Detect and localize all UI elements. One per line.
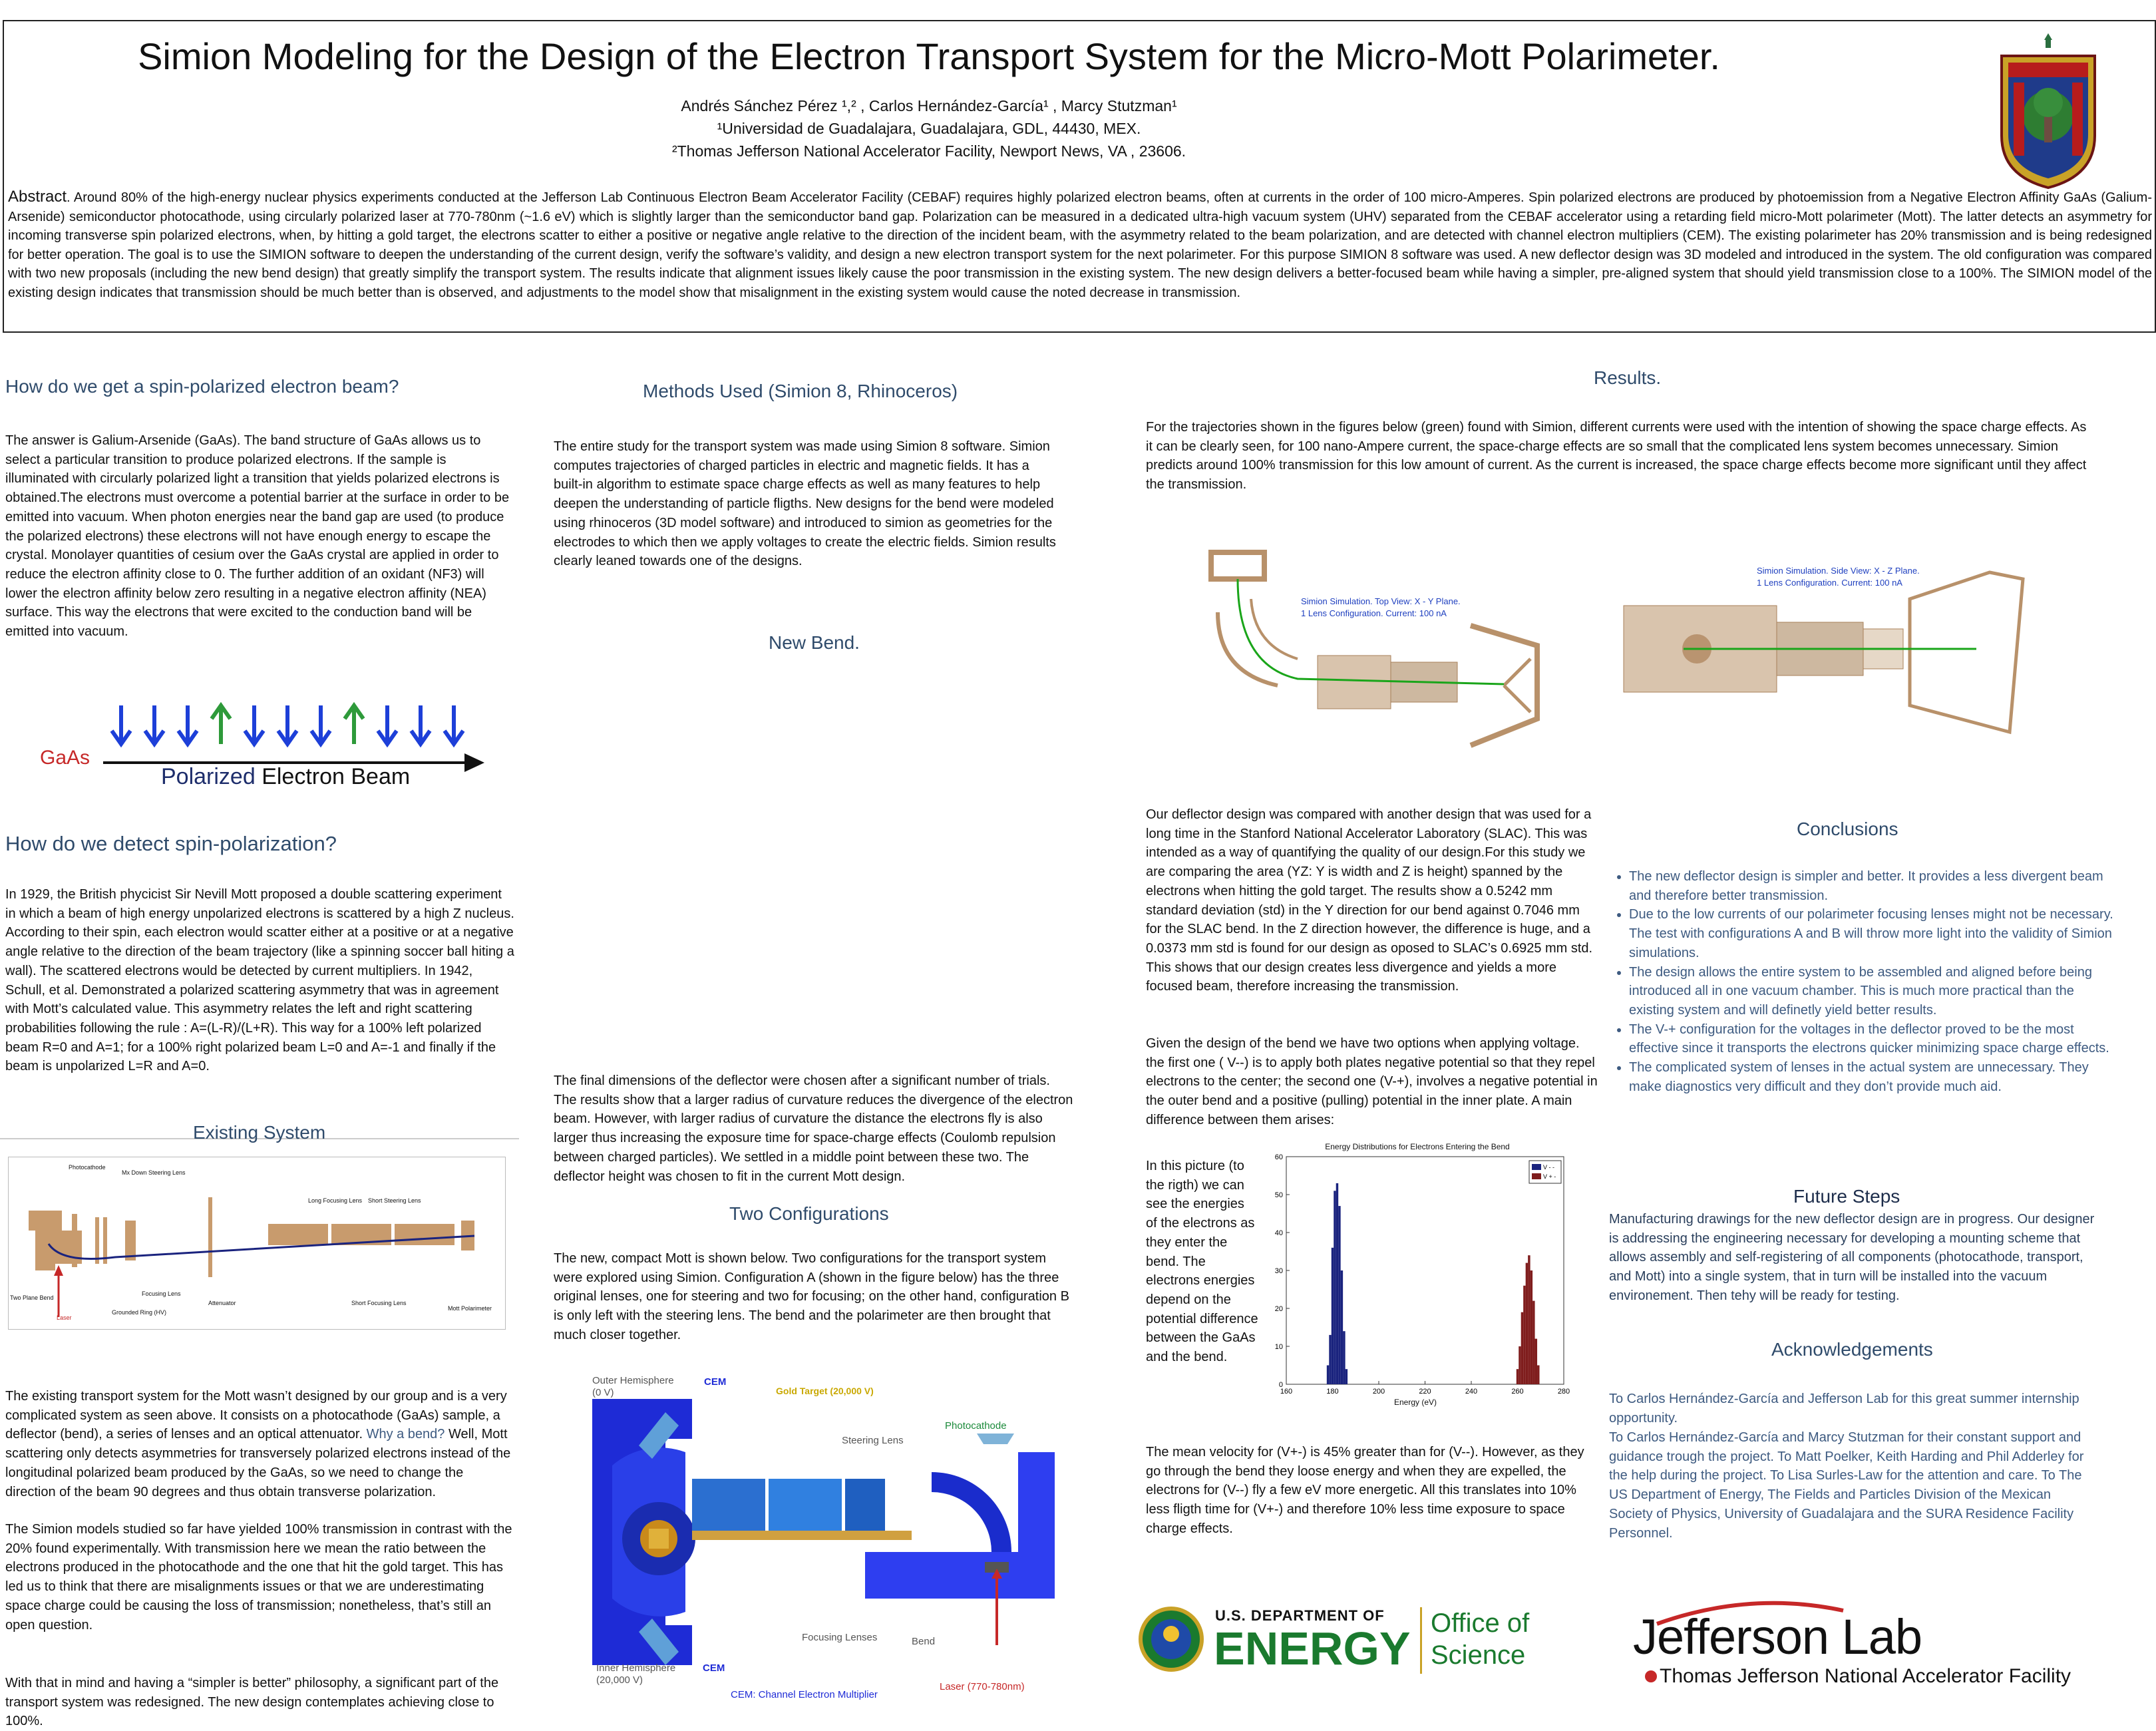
label-mx-lens: Mx Down Steering Lens (122, 1169, 186, 1176)
sim-top-view-drawing (1191, 546, 1657, 765)
text-existing-a: The existing transport system for the Mott wasn’t designed by our group and is a very complicated system as seen above. It consists on a photocathode (GaAs) sample, a deflector (bend), a series of lenses and an optical attenuator. (5, 1389, 507, 1442)
existing-system-drawing (9, 1157, 505, 1329)
label-short-focusing: Short Focusing Lens (351, 1300, 407, 1306)
label-attenuator: Attenuator (208, 1300, 236, 1306)
label-photocathode: Photocathode (69, 1164, 106, 1171)
x-tick-label: 260 (1511, 1388, 1524, 1396)
sim-top-view-figure (1191, 546, 1657, 765)
why-bend: Why a bend? (366, 1427, 445, 1442)
sim1-caption-2: 1 Lens Configuration. Current: 100 nA (1301, 608, 1447, 618)
heading-spin-beam: How do we get a spin-polarized electron beam? (5, 376, 399, 397)
sim2-caption-2: 1 Lens Configuration. Current: 100 nA (1757, 578, 1902, 588)
bar (1530, 1270, 1532, 1384)
bar (1334, 1191, 1336, 1384)
text-mott: In 1929, the British phycicist Sir Nevill Mott proposed a double scattering experiment in which a beam of high energy unpolarized electrons is scattered by a high Z nucleus. According to their spin, each electron would scatter either at a positive or at a negative angle relative to the direction of the beam trajectory (like a spinning soccer ball hiting a wall). The scattered electrons would be detected by current multipliers. In 1942, Schull, et al. Demonstrated a polarized scattering asymmetry that was in agreement with Mott’s calculated value. This asymmetry relates the left and right scattering probabilities following the rule : A=(L-R)/(L+R). This way for a 100% left polarized beam R=0 and A=1; for a 100% right polarized beam L=0 and A=-1 and finally if the beam is unpolarized L=R and A=0. (5, 887, 514, 1074)
doe-seal-icon (1138, 1606, 1204, 1672)
label-cem-top: CEM (704, 1376, 727, 1388)
label-outer-hemisphere: Outer Hemisphere (592, 1375, 674, 1386)
heading-detect: How do we detect spin-polarization? (5, 832, 337, 855)
bar (1532, 1301, 1534, 1384)
bar (1327, 1366, 1329, 1385)
x-tick-label: 180 (1326, 1388, 1339, 1396)
jlab-name: Jefferson Lab (1633, 1609, 1922, 1664)
y-tick-label: 40 (1274, 1229, 1283, 1237)
university-seal-logo (1988, 29, 2108, 189)
heading-new-bend: New Bend. (769, 632, 860, 653)
bar (1519, 1346, 1521, 1384)
text-two-configs: The new, compact Mott is shown below. Two configurations for the transport system were explored using Simion. Configuration A (shown in the figure below) has the three original lenses, one for steering and two for focusing; on the other hand, configuration B is only left with the steering lens. The bend and the polarimeter are then brought that much closer together. (554, 1251, 1069, 1342)
x-tick-label: 240 (1465, 1388, 1478, 1396)
abstract (8, 188, 2152, 303)
abstract-label: Abstract (8, 188, 67, 206)
text-ack-2: To Carlos Hernández-García and Marcy Stutzman for their constant support and guidance trough the project. To Matt Poelker, Keith Harding and Phil Adderley for the help during the project. To Lisa Surles-Law for the attention and care. To The US Department of Energy, The Fields and Particles Division of the Mexican Society of Physics, University of Guadalajara and the SURA Residence Facility Personnel. (1609, 1430, 2084, 1541)
jlab-dot-icon (1645, 1670, 1657, 1682)
x-tick-label: 280 (1557, 1388, 1570, 1396)
bar (1521, 1312, 1523, 1384)
conclusion-item: • The V-+ configuration for the voltages in the deflector proved to be the most effective since it transports the electrons quicker minimizing space charge effects. (1629, 1020, 2121, 1058)
existing-system-figure (8, 1157, 506, 1330)
legend-label: V - - (1543, 1164, 1554, 1171)
beam-label-rest: Electron Beam (255, 764, 411, 789)
text-new-bend: The final dimensions of the deflector were chosen after a significant number of trials. The results show that a larger radius of curvature reduces the divergence of the electron beam. However, with larger radius of curvature the distance the electrons fly is also larger thus increasing the exposure time for space-charge effects (Coulomb repulsion between charged particles). We settled in a middle point between these two. The deflector height was chosen to fit in the current Mott design. (554, 1073, 1073, 1184)
x-tick-label: 200 (1372, 1388, 1385, 1396)
label-laser-new: Laser (770-780nm) (940, 1681, 1025, 1692)
doe-line-1: U.S. DEPARTMENT OF (1215, 1607, 1385, 1624)
heading-two-configs: Two Configurations (729, 1203, 889, 1224)
text-existing-c: Well, Mott scattering only detects asymmetries for transversely polarized electrons instead of the longitudinal polarized beam produced by the GaAs, so we need to change the direction of the beam 90 degrees and thus obtain transverse polarization. (5, 1427, 511, 1499)
legend-label: V + - (1543, 1173, 1556, 1180)
label-mott: Mott Polarimeter (448, 1305, 492, 1312)
doe-logo (1138, 1601, 1550, 1680)
heading-methods: Methods Used (Simion 8, Rhinoceros) (643, 381, 958, 401)
poster-header (3, 20, 2156, 333)
poster-title: Simion Modeling for the Design of the Electron Transport System for the Micro-Mott Polarimeter. (138, 35, 1720, 77)
new-mott-figure (586, 1372, 1078, 1705)
label-steering-lens: Steering Lens (842, 1435, 904, 1446)
sim-side-view-drawing (1617, 559, 2109, 752)
y-tick-label: 50 (1274, 1191, 1283, 1199)
y-tick-label: 60 (1274, 1153, 1283, 1161)
label-laser: Laser (57, 1314, 72, 1321)
office-line-2: Science (1431, 1640, 1526, 1670)
y-tick-label: 0 (1278, 1381, 1283, 1389)
text-options: Given the design of the bend we have two options when applying voltage. the first one ( V--) is to apply both plates negative potential so that they repel electrons to the center; the second one (V-+), involves a negative potential in the outer bend and a positive (pulling) potential in the inner plate. A main difference between them arises: (1146, 1036, 1598, 1127)
text-simpler: With that in mind and having a “simpler is better” philosophy, a significant part of the transport system was redesigned. The new design contemplates achieving close to 100%. (5, 1676, 499, 1729)
abstract-text: . Around 80% of the high-energy nuclear physics experiments conducted at the Jefferson Lab Continuous Electron Beam Accelerator Facility (CEBAF) requires highly polarized electron beams, often at currents in the order of 100 micro-Amperes. Spin polarized electrons are produced by photoemission from a Negative Electron Affinity GaAs (Galium-Arsenide) semiconductor photocathode, using circularly polarized laser at 770-780nm (~1.6 eV) which is slightly larger than the semiconductor band gap. Polarization can be measured in a dedicated ultra-high vacuum system (UHV) separated from the CEBAF accelerator using a retarding field micro-Mott polarimeter (Mott). The latter detects an asymmetry for incoming transverse spin polarized electrons, when, by hitting a gold target, the electrons scatter to either a positive or negative angle relative to the direction of the incident beam, with the asymmetry related to the beam polarization, and are detected with channel electron multipliers (CEM). The existing polarimeter has 20% transmission and is being redesigned for better operation. The goal is to use the SIMION software to deepen the understanding of the current design, verify the software’s validity, and design a new electron transport system for the next polarimeter. For this purpose SIMION 8 software was used. A new deflector design was 3D modeled and introduced in the system. The old configuration was compared with two new proposals (including the new bend design) that greatly simplify the transport system. The results indicate that alignment issues likely cause the poor transmission in the existing system. The new design delivers a better-focused beam while having a simpler, pre-aligned system that should yield transmission close to a 100%. The SIMION model of the existing design indicates that transmission should be much better than is observed, and adjustments to the model show that misalignment in the existing system would cause the noted decrease in transmission. (8, 190, 2152, 300)
bar (1526, 1263, 1528, 1384)
beam-label-polarized: Polarized (161, 764, 256, 789)
bar (1537, 1366, 1539, 1385)
label-grounded-ring: Grounded Ring (HV) (112, 1309, 167, 1316)
text-ack-1: To Carlos Hernández-García and Jefferson Lab for this great summer internship opportunity. (1609, 1392, 2079, 1426)
label-bend: Bend (912, 1636, 936, 1647)
sim1-caption-1: Simion Simulation. Top View: X - Y Plane. (1301, 596, 1461, 606)
text-future: Manufacturing drawings for the new deflector design are in progress. Our designer is addressing the engineering necessary for developing a mounting scheme that allows assembly and self-registering of all components (photocathode, transport, and Mott) into a single system, that in turn will be installed into the vacuum environement. Then tehy will be ready for testing. (1609, 1212, 2095, 1303)
heading-future: Future Steps (1793, 1186, 1900, 1207)
text-velocity: The mean velocity for (V+-) is 45% greater than for (V--). However, as they go through the bend they loose energy and when they are expelled, the electrons for (V--) fly a few eV more energetic. All this translates into 10% less fligth time for (V+-) and therefore 10% less time exposure to space charge effects. (1146, 1445, 1584, 1536)
energy-chart-svg (1261, 1142, 1574, 1408)
legend-swatch (1532, 1164, 1541, 1170)
conclusion-item: • The design allows the entire system to be assembled and aligned before being introduced all in one vacuum chamber. This is much more practical than the existing system and will definetly yield better results. (1629, 963, 2121, 1020)
bar (1338, 1206, 1340, 1384)
bar (1341, 1270, 1343, 1384)
text-simion-models: The Simion models studied so far have yielded 100% transmission in contrast with the 20% found experimentally. With transmission here we mean the ratio between the electrons produced in the photocathode and the one that hit the gold target. This has led us to think that there are misalignments issues or that we are underestimating space charge could be causing the loss of transmission; nonetheless, that’s still an open question. (5, 1522, 512, 1633)
x-tick-label: 220 (1419, 1388, 1431, 1396)
bar (1528, 1255, 1530, 1384)
x-tick-label: 160 (1280, 1388, 1293, 1396)
conclusion-item: • The new deflector design is simpler and better. It provides a less divergent beam and therefore better transmission. (1629, 867, 2121, 905)
label-two-plane-bend: Two Plane Bend (10, 1294, 54, 1301)
text-methods: The entire study for the transport system was made using Simion 8 software. Simion computes trajectories of charged particles in electric and magnetic fields. It has a built-in algorithm to estimate space charge effects as well as many features to help deepen the understanding of particle fligths. New designs for the bend were modeled using rhinoceros (3D model software) and introduced to simion as geometries for the electrodes to which then we apply voltages to create the electric fields. Simion results clearly leaned towards one of the designs. (554, 439, 1056, 569)
bar (1523, 1286, 1525, 1384)
legend-swatch (1532, 1173, 1541, 1179)
heading-conclusions: Conclusions (1797, 819, 1898, 839)
sim2-caption-1: Simion Simulation. Side View: X - Z Plane. (1757, 566, 1920, 576)
heading-ack: Acknowledgements (1771, 1339, 1933, 1360)
heading-existing: Existing System (193, 1122, 326, 1143)
label-outer-voltage: (0 V) (592, 1387, 614, 1398)
sim-side-view-figure (1617, 559, 2109, 752)
bar (1346, 1369, 1348, 1384)
bar (1517, 1369, 1519, 1384)
bar (1336, 1183, 1338, 1384)
energy-chart (1261, 1142, 1574, 1408)
label-inner-voltage: (20,000 V) (596, 1674, 643, 1686)
text-existing (5, 1387, 514, 1501)
bar (1332, 1248, 1334, 1384)
doe-line-2: ENERGY (1214, 1623, 1411, 1674)
conclusion-item: • The complicated system of lenses in the actual system are unnecessary. They make diagnostics very difficult and they don’t provide much aid. (1629, 1058, 2121, 1096)
authors: Andrés Sánchez Pérez ¹,² , Carlos Hernández-García¹ , Marcy Stutzman¹ (681, 97, 1177, 114)
gaas-label: GaAs (40, 747, 90, 769)
author-block (4, 95, 1854, 162)
label-cem-caption: CEM: Channel Electron Multiplier (731, 1689, 878, 1700)
text-slac: Our deflector design was compared with another design that was used for a long time in the Stanford National Accelerator Laboratory (SLAC). This was intended as a way of quantifying the quality of our design.For this study we are comparing the area (YZ: Y is width and Z is height) spanned by the electrons when hitting the gold target. The results show a 0.5242 mm standard deviation (std) in the Y direction for our bend against 0.7046 mm for the SLAC bend. In the Z direction however, the difference is huge, and a 0.0373 mm std is found for our design as oposed to SLAC’s 0.6925 mm std. This shows that our design creates less divergence and yields a more focused beam, therefore increasing the transmission. (1146, 807, 1593, 994)
label-focusing-lenses: Focusing Lenses (802, 1632, 878, 1643)
doe-divider (1420, 1607, 1422, 1674)
affiliation-1: ¹Universidad de Guadalajara, Guadalajara, GDL, 44430, MEX. (717, 120, 1141, 137)
y-tick-label: 20 (1274, 1305, 1283, 1313)
bar (1535, 1339, 1537, 1384)
label-focusing-lens: Focusing Lens (142, 1290, 181, 1297)
y-tick-label: 10 (1274, 1343, 1283, 1351)
label-cem-bottom: CEM (703, 1662, 725, 1674)
label-inner-hemisphere: Inner Hemisphere (596, 1662, 676, 1674)
text-results: For the trajectories shown in the figures below (green) found with Simion, different currents were used with the intention of showing the space charge effects. As it can be clearly seen, for 100 nano-Ampere current, the space-charge effects are so small that the complicated lens system becomes unnecessary. Simion predicts around 100% transmission for this low amount of current. As the current is increased, the space charge effects become more significant until they affect the transmission. (1146, 420, 2087, 492)
conclusions-list (1610, 867, 2121, 1096)
label-long-focusing: Long Focusing Lens (308, 1197, 363, 1204)
chart-xlabel: Energy (eV) (1394, 1398, 1437, 1407)
beam-label (161, 764, 410, 790)
label-short-steering: Short Steering Lens (368, 1197, 421, 1204)
conclusion-item: • Due to the low currents of our polarimeter focusing lenses might not be necessary. The test with configurations A and B will throw more light into the validity of Simion simulations. (1629, 905, 2121, 962)
label-gold-target: Gold Target (20,000 V) (776, 1386, 874, 1396)
jlab-logo (1630, 1597, 2109, 1690)
bar (1343, 1331, 1345, 1384)
text-gaas: The answer is Galium-Arsenide (GaAs). The band structure of GaAs allows us to select a particular transition to produce polarized electrons. If the sample is illuminated with circularly polarized light a transition that yields polarized electrons is obtained.The electrons must overcome a potential barrier at the surface in order to be emitted into vacuum. When photon energies near the band gap are used (to produce the polarized electrons) these electrons will not have enough energy to escape the crystal. Monolayer quantities of cesium over the GaAs crystal are applied in order to reduce the electron affinity close to 0. The further addition of an oxidant (NF3) will lower the electron affinity below zero resulting in a negative electron affinity (NEA) surface. This way the electrons that were excited to the conduction band will be emitted into vacuum. (5, 433, 510, 640)
text-energies: In this picture (to the rigth) we can see the energies of the electrons as they enter the bend. The electrons energies depend on the potential difference between the GaAs and the bend. (1146, 1159, 1258, 1365)
jlab-subtitle: Thomas Jefferson National Accelerator Facility (1660, 1665, 2071, 1687)
chart-title: Energy Distributions for Electrons Entering the Bend (1325, 1142, 1510, 1151)
label-photocathode-new: Photocathode (945, 1420, 1007, 1432)
bar (1329, 1335, 1331, 1384)
affiliation-2: ²Thomas Jefferson National Accelerator Facility, Newport News, VA , 23606. (671, 142, 1186, 160)
y-tick-label: 30 (1274, 1267, 1283, 1275)
office-line-1: Office of (1431, 1609, 1530, 1638)
heading-results: Results. (1594, 367, 1662, 388)
